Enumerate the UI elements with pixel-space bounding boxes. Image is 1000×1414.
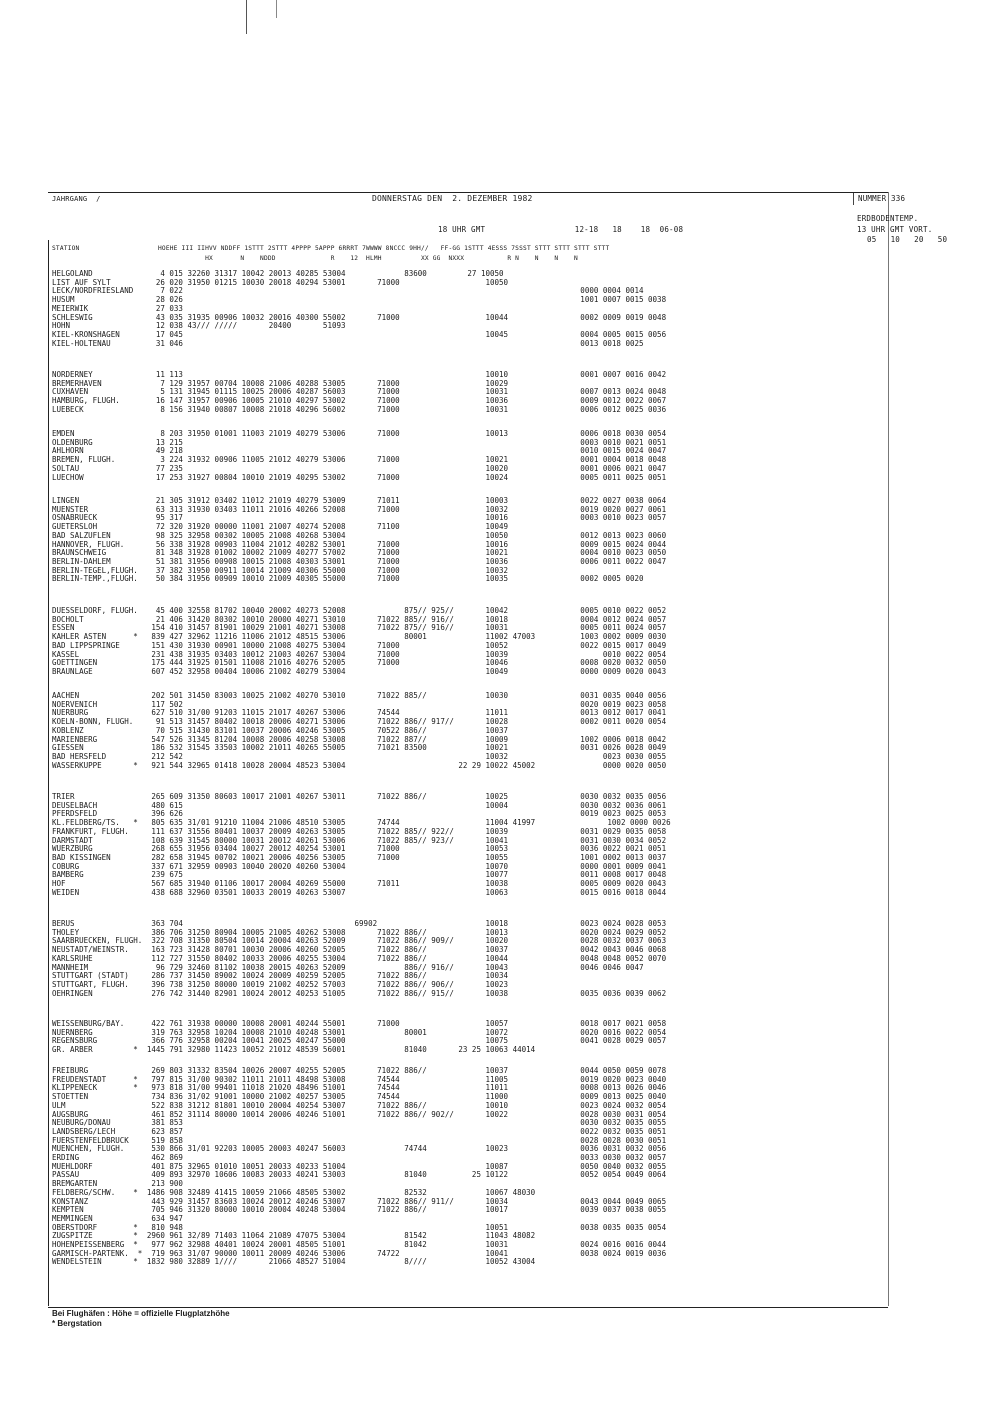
table-row: ZUGSPITZE * 2960 961 32/89 71403 11064 21089 47075 53004 81542 11043 48082 bbox=[52, 1231, 536, 1241]
table-row: KIEL-HOLTENAU 31 046 0013 0018 0025 bbox=[52, 338, 644, 348]
station-group-bavaria-north bbox=[52, 1020, 666, 1055]
table-row: GOETTINGEN 175 444 31925 01501 11008 21016 40276 52005 71000 10046 0008 0020 0032 0050 bbox=[52, 658, 667, 668]
table-row: HOF 567 685 31940 01106 10017 20004 40269 55000 71011 10038 0005 0009 0020 0043 bbox=[52, 879, 667, 889]
table-row: KOBLENZ 70 515 31430 83101 10037 20006 40246 53005 70522 886// 10037 bbox=[52, 725, 509, 735]
scan-mark bbox=[246, 0, 247, 34]
table-row: MUENCHEN, FLUGH. 530 866 31/01 92203 10005 20003 40247 56003 74744 10023 0036 0031 0032 0056 bbox=[52, 1144, 667, 1154]
table-row: SCHLESWIG 43 035 31935 00906 10032 20016 40300 55002 71000 10044 0002 0009 0019 0048 bbox=[52, 312, 667, 322]
table-row: WASSERKUPPE * 921 544 32965 01418 10028 20004 48523 53004 22 29 10022 45002 0000 0020 0050 bbox=[52, 760, 667, 770]
table-row: BERUS 363 704 69902 10018 0023 0024 0028 0053 bbox=[52, 919, 667, 928]
table-row: WEIDEN 438 688 32960 03501 10033 20019 40263 53007 10063 0015 0016 0018 0044 bbox=[52, 887, 667, 897]
table-row: WUERZBURG 268 655 31956 03404 10027 20012 40254 53001 71000 10053 0036 0022 0021 0051 bbox=[52, 844, 667, 854]
table-row: KL.FELDBERG/TS. * 805 635 31/01 91210 11004 21006 48510 53005 74744 11004 41997 1002 0000 0026 bbox=[52, 818, 671, 828]
station-group-central-north bbox=[52, 497, 666, 584]
table-row: NUERBURG 627 510 31/00 91203 11015 21017 40267 53006 74544 11011 0013 0012 0017 0041 bbox=[52, 708, 667, 718]
table-row: DEUSELBACH 480 615 10004 0030 0032 0036 0061 bbox=[52, 800, 667, 810]
table-row: FELDBERG/SCHW. * 1486 908 32489 41415 10059 21066 48505 53002 82532 10067 48030 bbox=[52, 1187, 536, 1197]
table-row: BRAUNLAGE 607 452 32958 00404 10006 21002 40279 53004 10049 0000 0009 0020 0043 bbox=[52, 666, 667, 676]
table-row: BRAUNSCHWEIG 81 348 31928 01002 10002 21009 40277 57002 71000 10021 0004 0010 0023 0050 bbox=[52, 548, 667, 558]
table-row: AUGSBURG 461 852 31114 80000 10014 20006 40246 51001 71022 886// 902// 10022 0028 0030 0031 0054 bbox=[52, 1109, 667, 1119]
table-row: NUERNBERG 319 763 32958 10204 10008 21010 40248 53001 80001 10072 0020 0016 0022 0054 bbox=[52, 1027, 667, 1037]
table-row: BAD SALZUFLEN 98 325 32958 00302 10005 21008 40268 53004 10050 0012 0013 0023 0060 bbox=[52, 530, 667, 540]
table-row: LANDSBERG/LECH 623 857 0022 0032 0035 0051 bbox=[52, 1126, 667, 1136]
table-row: NOERVENICH 117 502 0020 0019 0023 0058 bbox=[52, 699, 667, 709]
header-vort: 13 UHR GMT VORT. bbox=[857, 225, 933, 234]
table-row: TRIER 265 609 31350 80603 10017 21001 40267 53011 71022 886// 10025 0030 0032 0035 0056 bbox=[52, 792, 667, 801]
table-row: STUTTGART, FLUGH. 396 738 31250 80000 10019 21002 40252 57003 71022 886// 906// 10023 bbox=[52, 979, 509, 989]
table-row: ULM 522 838 31212 81801 10010 20004 40254 53007 71022 886// 10010 0023 0024 0032 0054 bbox=[52, 1100, 667, 1110]
table-row: WEISSENBURG/BAY. 422 761 31938 00000 10008 20001 40244 55001 71000 10057 0018 0017 0021 0058 bbox=[52, 1019, 667, 1028]
table-row: BAD HERSFELD 212 542 10032 0023 0030 0055 bbox=[52, 751, 667, 761]
table-row: NORDERNEY 11 113 10010 0001 0007 0016 0042 bbox=[52, 370, 667, 379]
table-row: GIESSEN 186 532 31545 33503 10002 21011 40265 55005 71021 83500 10021 0031 0026 0028 0049 bbox=[52, 743, 667, 753]
table-row: HELGOLAND 4 015 32260 31317 10042 20013 40285 53004 83600 27 10050 bbox=[52, 269, 504, 278]
table-row: BAD LIPPSPRINGE 151 430 31930 00901 10000 21008 40275 53004 71000 10052 0022 0015 0017 0049 bbox=[52, 640, 667, 650]
table-row: BREMERHAVEN 7 129 31957 00704 10008 21006 40288 53005 71000 10029 bbox=[52, 378, 509, 388]
table-row: MUENSTER 63 313 31930 03403 11011 21016 40266 52008 71000 10032 0019 0020 0027 0061 bbox=[52, 504, 667, 514]
station-group-north-coast bbox=[52, 371, 666, 415]
station-group-north-sea-coast bbox=[52, 270, 666, 348]
table-row: ESSEN 154 410 31457 81901 10029 21001 40271 53008 71022 875// 916// 10031 0005 0011 0024 0057 bbox=[52, 623, 667, 633]
table-row: STOETTEN 734 836 31/02 91001 10000 21002 40257 53005 74544 11000 0009 0013 0025 0040 bbox=[52, 1092, 667, 1102]
table-row: PFERDSFELD 396 626 0019 0023 0025 0053 bbox=[52, 809, 667, 819]
header-row-time: 18 UHR GMT 12-18 18 18 06-08 bbox=[438, 225, 684, 234]
station-group-westphalia bbox=[52, 607, 666, 677]
header-soil-temp: ERDBODENTEMP. bbox=[857, 214, 919, 223]
table-row: EMDEN 8 203 31950 01001 11003 21019 40279 53006 71000 10013 0006 0018 0030 0054 bbox=[52, 429, 667, 438]
table-row: MANNHEIM 96 729 32460 81102 10038 20015 40263 52009 886// 916// 10043 0046 0046 0047 bbox=[52, 962, 644, 972]
table-row: BREMEN, FLUGH. 3 224 31932 00906 11005 21012 40279 53006 71000 10021 0001 0004 0018 0048 bbox=[52, 455, 667, 465]
table-row: MARIENBERG 547 526 31345 81204 10008 20006 40258 53008 71022 887// 10009 1002 0006 0018 0042 bbox=[52, 734, 667, 744]
table-row: BERLIN-TEGEL,FLUGH. 37 382 31950 00911 10014 21009 40306 55000 71000 10032 bbox=[52, 565, 509, 575]
table-row: DUESSELDORF, FLUGH. 45 400 32558 81702 10040 20002 40273 52008 875// 925// 10042 0005 0010 0022 0052 bbox=[52, 606, 667, 615]
table-row: DARMSTADT 108 639 31545 80000 10031 20012 40261 53006 71022 885// 923// 10041 0031 0030 0034 0052 bbox=[52, 835, 667, 845]
table-row: KASSEL 231 438 31935 03403 10012 21003 40267 53004 71000 10039 0010 0022 0054 bbox=[52, 649, 667, 659]
header-columns: STATION HOEHE III IIHVV NDDFF 1STTT 2STTT 4PPPP 5APPP 6RRRT 7WWWW 8NCCC 9HH// FF-GG 1STTT 4ESSS 7SSST STTT STTT STTT STTT bbox=[52, 245, 610, 252]
table-row: KAHLER ASTEN * 839 427 32962 11216 11006 21012 48515 53006 80001 11002 47003 1003 0002 0009 0030 bbox=[52, 632, 667, 642]
table-row: BAD KISSINGEN 282 658 31945 00702 10021 20006 40256 53005 71000 10055 1001 0002 0013 0037 bbox=[52, 852, 667, 862]
table-row: AHLHORN 49 218 0010 0015 0024 0047 bbox=[52, 446, 667, 456]
header-depths: 05 10 20 50 bbox=[867, 235, 948, 244]
table-row: AACHEN 202 501 31450 83003 10025 21002 40270 53010 71022 885// 10030 0031 0035 0040 0056 bbox=[52, 691, 667, 700]
table-row: FREUDENSTADT * 797 815 31/00 90302 11011 21011 48498 53008 74544 11005 0019 0020 0023 0040 bbox=[52, 1074, 667, 1084]
table-row: KIEL-KRONSHAGEN 17 045 10045 0004 0005 0015 0056 bbox=[52, 329, 667, 339]
station-group-saar-baden bbox=[52, 920, 666, 998]
table-row: BAMBERG 239 675 10077 0011 0008 0017 0048 bbox=[52, 870, 667, 880]
table-row: NEUSTADT/WEINSTR. 163 723 31428 80701 10030 20006 40260 52005 71022 886// 10037 0042 0043 0046 0068 bbox=[52, 945, 667, 955]
table-row: WENDELSTEIN * 1832 980 32889 1//// 21066 48527 51004 8//// 10052 43004 bbox=[52, 1257, 536, 1267]
table-row: BREMGARTEN 213 900 bbox=[52, 1179, 183, 1189]
header-subcolumns: HX N NDDD R 12 HLMH XX GG NXXX R N N N N bbox=[52, 255, 578, 262]
table-row: PASSAU 409 893 32970 10606 10083 20033 40241 53003 81040 25 10122 0052 0054 0049 0064 bbox=[52, 1170, 667, 1180]
station-group-hesse-franconia bbox=[52, 793, 671, 897]
table-row: HOHN 12 038 43/// ///// 20400 51093 bbox=[52, 321, 346, 331]
table-row: HUSUM 28 026 1001 0007 0015 0038 bbox=[52, 295, 667, 305]
table-row: KONSTANZ 443 929 31457 83603 10024 20012 40246 53007 71022 886// 911// 10034 0043 0044 0049 0065 bbox=[52, 1196, 667, 1206]
table-row: LUECHOW 17 253 31927 00804 10010 21019 40295 53002 71000 10024 0005 0011 0025 0051 bbox=[52, 472, 667, 482]
footer-mountain-note: * Bergstation bbox=[52, 1318, 102, 1328]
table-row: LIST AUF SYLT 26 020 31950 01215 10030 20018 40294 53001 71000 10050 bbox=[52, 277, 509, 287]
table-row: GR. ARBER * 1445 791 32980 11423 10052 21012 48539 56001 81040 23 25 10063 44014 bbox=[52, 1045, 536, 1055]
table-row: KEMPTEN 705 946 31320 80000 10010 20004 40248 53004 71022 886// 10017 0039 0037 0038 0055 bbox=[52, 1205, 667, 1215]
table-row: STUTTGART (STADT) 286 737 31450 89002 10024 20009 40259 52005 71022 886// 10034 bbox=[52, 971, 509, 981]
table-row: LUEBECK 8 156 31940 00807 10008 21018 40296 56002 71000 10031 0006 0012 0025 0036 bbox=[52, 404, 667, 414]
table-row: NEUBURG/DONAU 381 853 0030 0032 0035 0055 bbox=[52, 1118, 667, 1128]
table-row: GUETERSLOH 72 320 31920 00000 11001 21007 40274 52008 71100 10049 bbox=[52, 522, 509, 532]
table-row: BERLIN-TEMP.,FLUGH. 50 384 31956 00909 10010 21009 40305 55000 71000 10035 0002 0005 0020 bbox=[52, 574, 644, 584]
table-row: HOHENPEISSENBERG * 977 962 32988 40401 10024 20001 48505 51001 81042 10031 0024 0016 0016 0044 bbox=[52, 1240, 667, 1250]
table-row: KOELN-BONN, FLUGH. 91 513 31457 80402 10018 20006 40271 53006 71022 886// 917// 10028 0002 0011 0020 0054 bbox=[52, 717, 667, 727]
footer-airport-note: Bei Flughäfen : Höhe = offizielle Flugplatzhöhe bbox=[52, 1309, 230, 1318]
scan-mark bbox=[276, 0, 277, 18]
table-row: KARLSRUHE 112 727 31550 80402 10033 20006 40255 53004 71022 886// 10044 0048 0048 0052 0070 bbox=[52, 953, 667, 963]
table-row: CUXHAVEN 5 131 31945 01115 10025 20006 40287 56003 71000 10031 0007 0013 0024 0048 bbox=[52, 387, 667, 397]
table-row: MUEHLDORF 401 875 32965 01010 10051 20033 40233 51004 10087 0050 0040 0032 0055 bbox=[52, 1161, 667, 1171]
table-row: SOLTAU 77 235 10020 0001 0006 0021 0047 bbox=[52, 463, 667, 473]
table-row: FREIBURG 269 803 31332 83504 10026 20007 40255 52005 71022 886// 10037 0044 0050 0059 0078 bbox=[52, 1066, 667, 1075]
station-group-lower-saxony bbox=[52, 430, 666, 482]
table-row: BERLIN-DAHLEM 51 381 31956 00908 10015 21008 40303 53001 71000 10036 0006 0011 0022 0047 bbox=[52, 556, 667, 566]
table-row: REGENSBURG 366 776 32958 00204 10041 20025 40247 55000 10075 0041 0028 0029 0057 bbox=[52, 1036, 667, 1046]
table-frame-right bbox=[888, 192, 889, 1306]
table-row: FRANKFURT, FLUGH. 111 637 31556 80401 10037 20009 40263 53005 71022 885// 922// 10039 0031 0029 0035 0058 bbox=[52, 826, 667, 836]
report-number: NUMMER 336 bbox=[858, 194, 906, 203]
jahrgang-label: JAHRGANG / bbox=[52, 195, 101, 203]
table-row: COBURG 337 671 32959 00903 10040 20020 40260 53004 10070 0000 0001 0009 0041 bbox=[52, 861, 667, 871]
table-row: OBERSTDORF * 810 948 10051 0038 0035 0035 0054 bbox=[52, 1222, 667, 1232]
table-row: GARMISCH-PARTENK. * 719 963 31/07 90000 10011 20009 40246 53006 74722 10041 0038 0024 0019 0036 bbox=[52, 1248, 667, 1258]
table-row: LINGEN 21 305 31912 03402 11012 21019 40279 53009 71011 10003 0022 0027 0038 0064 bbox=[52, 496, 667, 505]
table-row: BOCHOLT 21 406 31420 80302 10010 20000 40271 53010 71022 885// 916// 10018 0004 0012 0024 0057 bbox=[52, 614, 667, 624]
table-frame-left bbox=[48, 240, 49, 1306]
station-group-bavaria-south bbox=[52, 1067, 666, 1267]
table-row: HANNOVER, FLUGH. 56 338 31928 00903 11004 21012 40282 53001 71000 10016 0009 0015 0024 0044 bbox=[52, 539, 667, 549]
table-row: LECK/NORDFRIESLAND 7 022 0000 0004 0014 bbox=[52, 286, 644, 296]
table-row: THOLEY 386 706 31250 80904 10005 21005 40262 53008 71022 886// 10013 0020 0024 0029 0052 bbox=[52, 927, 667, 937]
table-row: ERDING 462 869 0033 0030 0032 0057 bbox=[52, 1153, 667, 1163]
station-group-rhineland bbox=[52, 692, 666, 770]
table-row: OSNABRUECK 95 317 10016 0003 0010 0023 0057 bbox=[52, 513, 667, 523]
table-row: SAARBRUECKEN, FLUGH. 322 708 31350 80504 10014 20004 40263 52009 71022 886// 909// 10020 0028 0032 0037 0063 bbox=[52, 936, 667, 946]
table-row: OLDENBURG 13 215 0003 0010 0021 0051 bbox=[52, 437, 667, 447]
table-row: MEMMINGEN 634 947 bbox=[52, 1213, 183, 1223]
footer-notes bbox=[52, 1309, 230, 1328]
table-row: HAMBURG, FLUGH. 16 147 31957 00906 10005 21010 40297 53002 71000 10036 0009 0012 0022 0067 bbox=[52, 396, 667, 406]
table-row: FUERSTENFELDBRUCK 519 858 0028 0028 0030 0051 bbox=[52, 1135, 667, 1145]
table-row: OEHRINGEN 276 742 31440 82901 10024 20012 40253 51005 71022 886// 915// 10038 0035 0036 0039 0062 bbox=[52, 988, 667, 998]
table-row: KLIPPENECK * 973 818 31/00 99401 11018 21020 48496 51001 74544 11011 0008 0013 0026 0046 bbox=[52, 1083, 667, 1093]
date-line: DONNERSTAG DEN 2. DEZEMBER 1982 bbox=[372, 194, 533, 203]
table-row: MEIERWIK 27 033 bbox=[52, 303, 183, 313]
